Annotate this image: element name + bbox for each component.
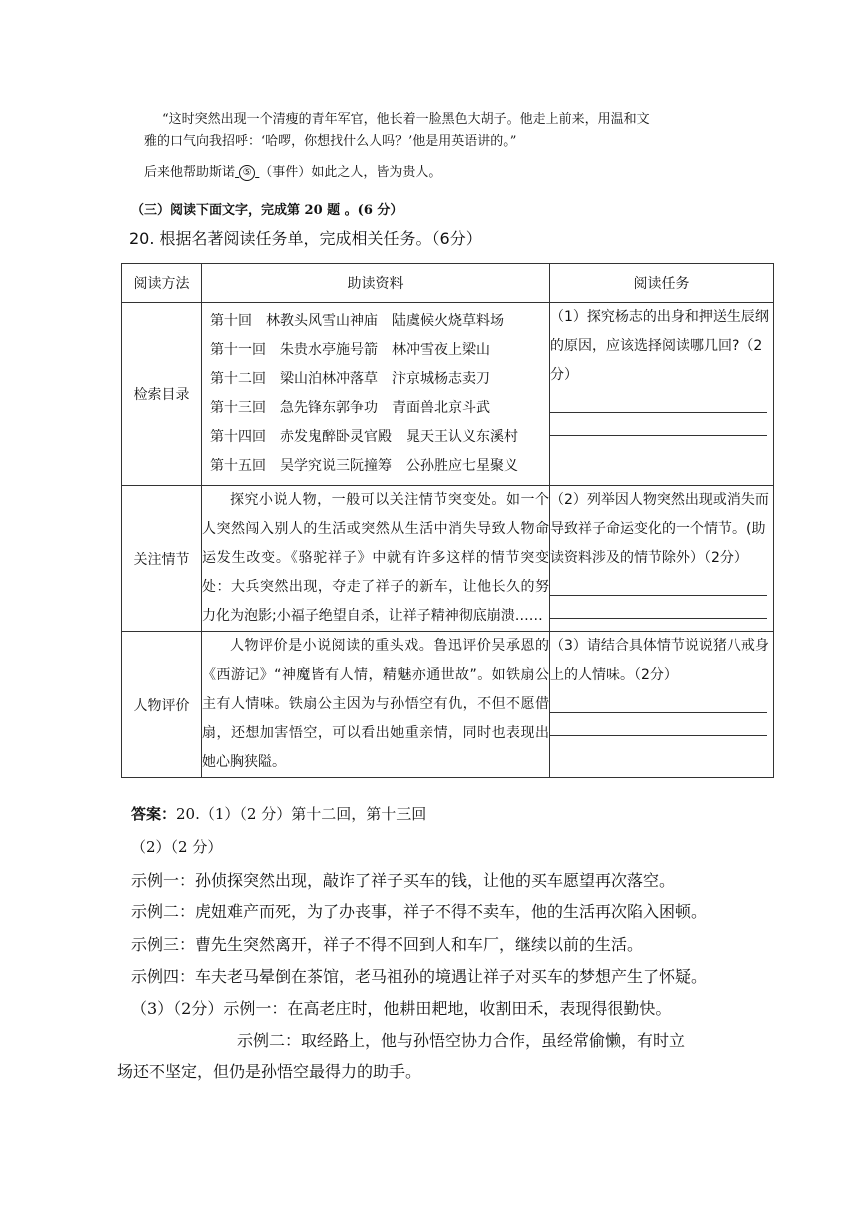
toc-line: 第十一回 朱贵水亭施号箭 林冲雪夜上梁山	[210, 342, 490, 358]
material-evaluation: 人物评价是小说阅读的重头戏。鲁迅评价吴承恩的《西游记》“神魔皆有人情，精魅亦通世故”。如铁扇公主有人情味。铁扇公主因为与孙悟空有仇，不但不愿借扇，还想加害悟空，可以看出她重亲情，同时也表现出她心胸狭隘。	[202, 632, 550, 778]
table-row-evaluation	[122, 632, 774, 778]
answer-2-example-1: 示例一：孙侦探突然出现，敲诈了祥子买车的钱，让他的买车愿望再次落空。	[131, 871, 676, 890]
answer-2-example-2: 示例二：虎妞难产而死，为了办丧事，祥子不得不卖车，他的生活再次陷入困顿。	[131, 902, 708, 921]
help-sentence	[144, 161, 441, 181]
answer-blank[interactable]	[550, 579, 767, 596]
circled-five-marker: ⑤	[239, 165, 255, 181]
answer-blank[interactable]	[550, 396, 767, 413]
help-suffix: 如此之人，皆为贵人。	[311, 165, 442, 180]
method-toc: 检索目录	[122, 303, 202, 486]
answer-2-heading: （2）（2 分）	[131, 838, 223, 856]
toc-list	[202, 303, 550, 486]
method-evaluation: 人物评价	[122, 632, 202, 778]
task-2-text: （2）列举因人物突然出现或消失而导致祥子命运变化的一个情节。(助读资料涉及的情节除外）（2分）	[550, 492, 769, 566]
table-row-toc	[122, 303, 774, 486]
material-plot: 探究小说人物，一般可以关注情节突变处。如一个人突然闯入别人的生活或突然从生活中消失导致人物命运发生改变。《骆驼祥子》中就有许多这样的情节突变处：大兵突然出现，夺走了祥子的新车，让他长久的努力化为泡影;小福子绝望自杀，让祥子精神彻底崩溃……	[202, 486, 550, 632]
answer-label: 答案：	[131, 805, 177, 823]
toc-line: 第十回 林教头风雪山神庙 陆虞候火烧草料场	[210, 313, 504, 329]
method-plot: 关注情节	[122, 486, 202, 632]
answer-line-1	[131, 803, 426, 824]
toc-line: 第十二回 梁山泊林冲落草 汴京城杨志卖刀	[210, 371, 490, 387]
task-3-text: （3）请结合具体情节说说猪八戒身上的人情味。（2分）	[550, 638, 769, 683]
task-3	[550, 632, 774, 778]
toc-line: 第十五回 吴学究说三阮撞筹 公孙胜应七星聚义	[210, 458, 518, 474]
task-1	[550, 303, 774, 486]
answer-1: 20.（1）（2 分）第十二回，第十三回	[176, 805, 427, 823]
answer-blank[interactable]	[550, 719, 767, 736]
table-header-row	[122, 264, 774, 303]
toc-line: 第十三回 急先锋东郭争功 青面兽北京斗武	[210, 400, 490, 416]
answer-3-example-2-cont: 场还不坚定，但仍是孙悟空最得力的助手。	[117, 1062, 422, 1081]
header-material: 助读资料	[202, 264, 550, 303]
help-blank	[235, 165, 259, 180]
answer-3-example-2: 示例二：取经路上，他与孙悟空协力合作，虽经常偷懒，有时立	[237, 1031, 686, 1050]
quote-line-1: “这时突然出现一个清瘦的青年军官，他长着一脸黑色大胡子。他走上前来，用温和文	[162, 112, 650, 127]
help-prefix: 后来他帮助斯诺	[144, 165, 236, 180]
help-blank-hint: （事件）	[259, 165, 312, 180]
quote-line-2: 雅的口气向我招呼：‘哈啰，你想找什么人吗？’他是用英语讲的。”	[144, 134, 517, 149]
answer-3-example-1: （3）（2分）示例一：在高老庄时，他耕田耙地，收割田禾，表现得很勤快。	[131, 999, 672, 1018]
reading-task-table	[121, 263, 774, 778]
toc-line: 第十四回 赤发鬼醉卧灵官殿 晁天王认义东溪村	[210, 429, 518, 445]
answer-blank[interactable]	[550, 602, 767, 619]
answer-blank[interactable]	[550, 419, 767, 436]
question-20-title: 20. 根据名著阅读任务单，完成相关任务。（6分）	[129, 229, 482, 248]
answer-2-example-3: 示例三：曹先生突然离开，祥子不得不回到人和车厂，继续以前的生活。	[131, 935, 644, 954]
section-heading: （三）阅读下面文字，完成第 20 题 。(6 分）	[131, 203, 404, 218]
task-2	[550, 486, 774, 632]
task-1-text: （1）探究杨志的出身和押送生辰纲的原因，应该选择阅读哪几回?（2分）	[550, 309, 769, 383]
header-method: 阅读方法	[122, 264, 202, 303]
answer-blank[interactable]	[550, 696, 767, 713]
table-row-plot	[122, 486, 774, 632]
answer-2-example-4: 示例四：车夫老马晕倒在茶馆，老马祖孙的境遇让祥子对买车的梦想产生了怀疑。	[131, 967, 708, 986]
header-task: 阅读任务	[550, 264, 774, 303]
